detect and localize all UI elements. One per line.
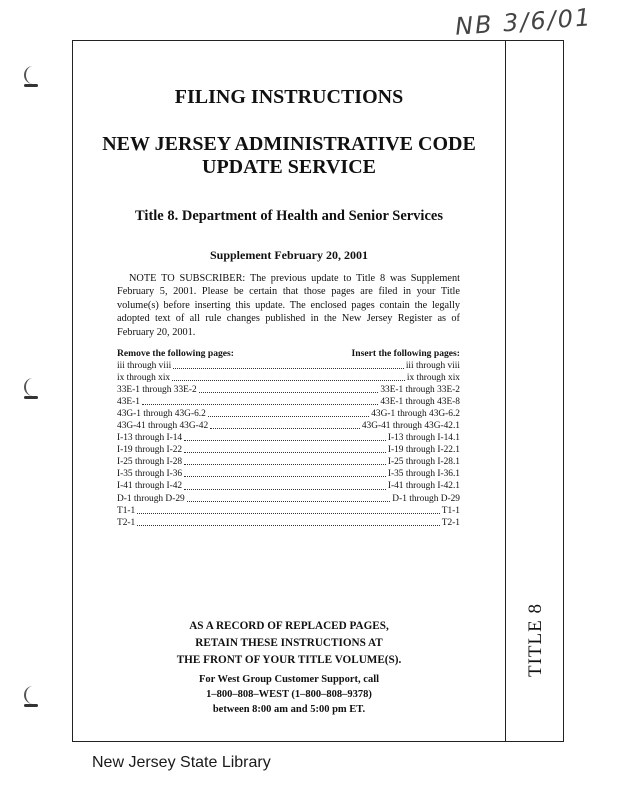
remove-pages-header: Remove the following pages: — [117, 348, 234, 359]
retain-instructions-notice — [75, 618, 503, 668]
dot-leader — [184, 456, 386, 465]
subscriber-note-text: NOTE TO SUBSCRIBER: The previous update to Title 8 was Supplement February 5, 2001. Please be certain that those pages are filed in your Title volume(s) before inserting this update. The enclosed pages contain the legally adopted text of all rule changes published in the New Jersey Register as of February 20, 2001. — [117, 273, 460, 338]
dot-leader — [184, 444, 386, 453]
remove-range: I-41 through I-42 — [117, 481, 183, 492]
page-replacement-table — [117, 348, 460, 529]
page-row — [117, 505, 460, 517]
heading-code — [75, 133, 503, 179]
insert-range: I-19 through I-22.1 — [387, 445, 460, 456]
heading-code-line1: NEW JERSEY ADMINISTRATIVE CODE — [102, 133, 476, 155]
dot-leader — [210, 420, 360, 429]
page-row — [117, 517, 460, 529]
dot-leader — [208, 408, 369, 417]
punch-hole-mark-bottom — [24, 686, 40, 704]
remove-range: iii through viii — [117, 361, 172, 371]
heading-code-line2: UPDATE SERVICE — [202, 156, 376, 178]
page-row — [117, 456, 460, 468]
dot-leader — [142, 396, 378, 405]
page-row — [117, 372, 460, 384]
insert-range: I-25 through I-28.1 — [387, 457, 460, 468]
dot-leader — [184, 432, 386, 441]
dot-leader — [187, 493, 391, 502]
remove-range: 43G-41 through 43G-42 — [117, 421, 209, 432]
remove-range: I-19 through I-22 — [117, 445, 183, 456]
support-hours: between 8:00 am and 5:00 pm ET. — [212, 704, 366, 716]
heading-filing-instructions: FILING INSTRUCTIONS — [174, 86, 404, 108]
spine-label-text: TITLE 8 — [525, 602, 547, 678]
insert-range: I-13 through I-14.1 — [387, 433, 460, 444]
heading-supplement: Supplement February 20, 2001 — [209, 248, 368, 262]
page-row — [117, 360, 460, 372]
page-row — [117, 396, 460, 408]
remove-range: 43G-1 through 43G-6.2 — [117, 409, 206, 420]
spine-title-label — [516, 585, 556, 695]
dot-leader — [184, 468, 386, 477]
page-rows — [117, 360, 460, 529]
dot-leader — [137, 517, 440, 526]
page-row — [117, 444, 460, 456]
insert-range: I-35 through I-36.1 — [387, 469, 460, 480]
insert-range: I-41 through I-42.1 — [387, 481, 460, 492]
insert-range: D-1 through D-29 — [392, 493, 460, 504]
page-row — [117, 408, 460, 420]
page-table-header — [117, 348, 460, 359]
page-row — [117, 468, 460, 480]
insert-pages-header: Insert the following pages: — [351, 348, 460, 359]
remove-range: T2-1 — [117, 517, 136, 528]
remove-range: I-13 through I-14 — [117, 433, 183, 444]
page-row — [117, 480, 460, 492]
punch-hole-mark-top — [24, 66, 40, 84]
subscriber-note — [117, 272, 460, 339]
handwritten-annotation: NB 3/6/01 — [454, 3, 594, 41]
punch-hole-mark-middle — [24, 378, 40, 396]
dot-leader — [137, 505, 440, 514]
remove-range: D-1 through D-29 — [117, 493, 185, 504]
remove-range: 43E-1 — [117, 397, 140, 408]
record-line3: THE FRONT OF YOUR TITLE VOLUME(S). — [176, 653, 402, 666]
dot-leader — [199, 384, 379, 393]
insert-range: T2-1 — [441, 517, 460, 528]
library-stamp: New Jersey State Library — [92, 754, 271, 771]
remove-range: 33E-1 through 33E-2 — [117, 385, 197, 396]
insert-range: 43G-1 through 43G-6.2 — [371, 409, 460, 420]
record-line1: AS A RECORD OF REPLACED PAGES, — [189, 620, 389, 632]
customer-support-info — [75, 672, 503, 718]
insert-range: 33E-1 through 33E-2 — [380, 385, 460, 396]
insert-range: 43E-1 through 43E-8 — [380, 397, 460, 408]
support-line1: For West Group Customer Support, call — [198, 674, 380, 685]
insert-range: 43G-41 through 43G-42.1 — [361, 421, 460, 432]
remove-range: I-35 through I-36 — [117, 469, 183, 480]
heading-title: Title 8. Department of Health and Senior Services — [135, 208, 443, 224]
insert-range: iii through viii — [405, 361, 460, 371]
page-row — [117, 384, 460, 396]
page-row — [117, 493, 460, 505]
page-row — [117, 432, 460, 444]
dot-leader — [172, 372, 405, 381]
support-phone: 1–800–808–WEST (1–800–808–9378) — [206, 689, 372, 701]
remove-range: T1-1 — [117, 505, 136, 516]
remove-range: ix through xix — [117, 373, 171, 384]
dot-leader — [184, 480, 386, 489]
insert-range: ix through xix — [406, 373, 460, 384]
dot-leader — [173, 360, 404, 369]
record-line2: RETAIN THESE INSTRUCTIONS AT — [195, 636, 383, 649]
insert-range: T1-1 — [441, 505, 460, 516]
remove-range: I-25 through I-28 — [117, 457, 183, 468]
page-row — [117, 420, 460, 432]
